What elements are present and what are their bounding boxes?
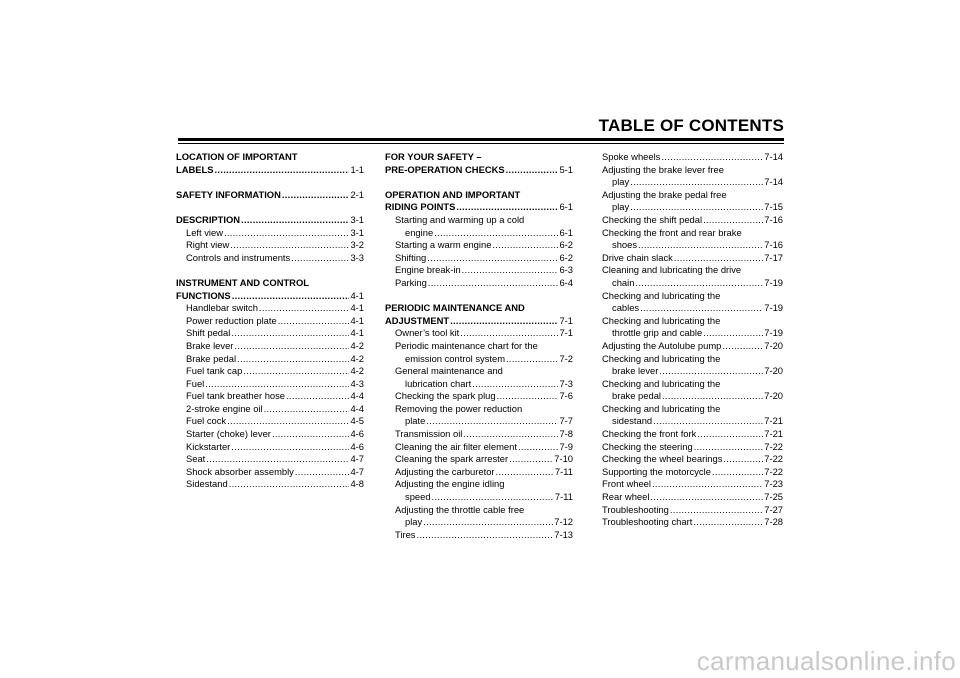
toc-page-number: 7-1 [559,314,573,326]
toc-page-number: 7-20 [764,365,783,377]
toc-entry[interactable] [602,390,783,403]
toc-entry-label: Front wheel [602,478,651,490]
toc-entry-label: Troubleshooting [602,503,669,515]
toc-entry[interactable] [176,478,364,491]
toc-entry-label: FUNCTIONS [176,289,231,301]
toc-entry-label: Adjusting the Autolube pump [602,339,722,351]
toc-entry-label: brake pedal [612,390,661,402]
toc-entry[interactable] [176,340,364,353]
toc-entry[interactable] [176,466,364,479]
toc-page-number: 1-1 [350,163,364,175]
toc-entry-text [602,315,783,328]
toc-entry-text [385,504,573,517]
toc-entry[interactable] [385,315,573,328]
toc-page-number: 7-22 [764,440,783,452]
toc-page-number: 4-1 [350,289,364,301]
toc-heading-text: PERIODIC MAINTENANCE AND [385,302,525,314]
toc-entry-text [602,378,783,391]
toc-heading [385,189,573,202]
toc-entry-label: Checking and lubricating the [602,402,721,414]
toc-page-number: 7-14 [764,176,783,188]
toc-entry-label: Shifting [395,251,427,263]
toc-entry-label: play [612,176,630,188]
toc-entry-label: Adjusting the brake lever free [602,163,724,175]
toc-entry-label: Cleaning and lubricating the drive [602,264,742,276]
toc-entry[interactable] [176,403,364,416]
toc-page-number: 4-4 [350,402,364,414]
toc-page-number: 4-5 [350,415,364,427]
toc-entry-label: Brake lever [186,339,234,351]
toc-entry-label: Seat [186,453,206,465]
toc-entry[interactable] [385,466,573,479]
toc-entry[interactable] [385,353,573,366]
toc-entry[interactable] [176,327,364,340]
toc-entry-label: SAFETY INFORMATION [176,188,281,200]
toc-entry[interactable] [385,201,573,214]
toc-page-number: 7-27 [764,503,783,515]
toc-entry[interactable] [602,302,783,315]
toc-entry[interactable] [385,453,573,466]
toc-entry-text [385,403,573,416]
toc-entry[interactable] [176,315,364,328]
toc-entry[interactable] [176,453,364,466]
toc-entry[interactable] [385,239,573,252]
toc-entry[interactable] [176,214,364,227]
toc-entry-label: Cleaning the spark arrester [395,453,509,465]
toc-entry-label: Checking and lubricating the [602,314,721,326]
toc-page-number: 7-11 [554,465,573,477]
toc-entry[interactable] [385,491,573,504]
toc-entry-label: emission control system [405,352,506,364]
toc-entry[interactable] [176,390,364,403]
toc-heading [385,302,573,315]
toc-page-number: 7-15 [764,201,783,213]
toc-page-number: 7-19 [764,302,783,314]
toc-entry-label: Starting a warm engine [395,239,492,251]
toc-entry-label: Adjusting the brake pedal free [602,188,727,200]
toc-entry-label: LABELS [176,163,214,175]
toc-entry[interactable] [602,214,783,227]
toc-heading-text: INSTRUMENT AND CONTROL [176,276,309,288]
toc-page-number: 6-2 [559,251,573,263]
toc-entry[interactable] [602,239,783,252]
toc-page-number: 4-8 [350,478,364,490]
toc-entry[interactable] [176,415,364,428]
toc-entry-label: Power reduction plate [186,314,277,326]
toc-entry[interactable] [176,189,364,202]
toc-entry[interactable] [602,277,783,290]
toc-entry-label: Drive chain slack [602,251,673,263]
toc-entry-label: Fuel cock [186,415,227,427]
toc-entry-label: play [405,516,423,528]
title-rule-thick [178,138,784,141]
toc-page-number: 4-1 [350,327,364,339]
toc-entry-text [602,353,783,366]
page-title: TABLE OF CONTENTS [598,116,784,135]
toc-entry-label: Controls and instruments [186,251,291,263]
toc-entry-label: Engine break-in [395,264,461,276]
toc-entry-label: PRE-OPERATION CHECKS [385,163,505,175]
toc-page-number: 6-3 [559,264,573,276]
toc-entry[interactable] [385,277,573,290]
toc-entry-text [602,264,783,277]
toc-entry-label: Checking the front fork [602,428,697,440]
toc-entry-label: 2-stroke engine oil [186,402,263,414]
toc-page-number: 6-2 [559,239,573,251]
toc-page-number: 5-1 [559,163,573,175]
toc-entry[interactable] [602,428,783,441]
toc-page-number: 6-4 [559,276,573,288]
toc-page-number: 4-7 [350,453,364,465]
toc-page-number: 4-6 [350,440,364,452]
toc-entry-label: Shift pedal [186,327,231,339]
toc-entry-label: RIDING POINTS [385,201,456,213]
watermark: carmanualsonline.info [696,646,956,676]
toc-entry-label: plate [405,415,426,427]
toc-page-number: 7-23 [764,478,783,490]
toc-entry-text [602,189,783,202]
toc-entry-label: Troubleshooting chart [602,516,693,528]
toc-entry[interactable] [602,504,783,517]
toc-page-number: 7-19 [764,327,783,339]
toc-entry-label: Parking [395,276,427,288]
toc-page-number: 7-9 [559,440,573,452]
toc-entry-label: Left view [186,226,223,238]
toc-page-number: 4-7 [350,465,364,477]
toc-page-number: 6-1 [559,226,573,238]
toc-entry-label: Periodic maintenance chart for the [395,339,538,351]
toc-heading-text: OPERATION AND IMPORTANT [385,188,521,200]
toc-page-number: 4-3 [350,377,364,389]
toc-entry[interactable] [602,340,783,353]
toc-page-number: 6-1 [559,201,573,213]
toc-entry[interactable] [602,327,783,340]
toc-page-number: 7-28 [764,516,783,528]
toc-entry-label: Adjusting the engine idling [395,478,505,490]
toc-page-number: 3-3 [350,251,364,263]
toc-page-number: 7-25 [764,491,783,503]
toc-entry[interactable] [176,441,364,454]
toc-page-number: 7-16 [764,213,783,225]
toc-entry-text [385,340,573,353]
toc-entry-label: Checking and lubricating the [602,377,721,389]
toc-entry-label: chain [612,276,635,288]
title-rule-thin [178,143,784,144]
toc-page-number: 7-2 [559,352,573,364]
toc-entry[interactable] [385,441,573,454]
toc-entry-label: Transmission oil [395,428,463,440]
toc-page-number: 7-20 [764,339,783,351]
toc-page-number: 3-2 [350,239,364,251]
toc-entry-label: Handlebar switch [186,302,258,314]
toc-page-number: 7-14 [764,151,783,162]
toc-page-number: 3-1 [350,226,364,238]
toc-entry-label: cables [612,302,640,314]
toc-page-number: 4-1 [350,314,364,326]
toc-entry[interactable] [385,264,573,277]
toc-entry-label: lubrication chart [405,377,472,389]
toc-page-number: 7-1 [559,327,573,339]
toc-page-number: 7-22 [764,453,783,465]
toc-heading-text: FOR YOUR SAFETY – [385,151,482,162]
toc-entry-label: speed [405,491,431,503]
toc-page-number: 7-21 [764,428,783,440]
toc-page-number: 7-20 [764,390,783,402]
toc-entry[interactable] [176,290,364,303]
toc-entry-text [385,214,573,227]
toc-column-2 [385,151,573,541]
toc-entry[interactable] [176,252,364,265]
toc-entry[interactable] [176,164,364,177]
toc-page-number: 4-2 [350,339,364,351]
toc-entry-label: Checking the spark plug [395,390,496,402]
toc-entry[interactable] [176,428,364,441]
toc-entry-label: Checking and lubricating the [602,352,721,364]
toc-page-number: 7-3 [559,377,573,389]
toc-entry-label: sidestand [612,415,653,427]
toc-page-number: 7-16 [764,239,783,251]
toc-page-number: 7-8 [559,428,573,440]
toc-entry[interactable] [385,252,573,265]
toc-page-number: 4-2 [350,365,364,377]
toc-entry[interactable] [385,390,573,403]
toc-heading [176,277,364,290]
toc-column-1 [176,151,364,491]
toc-entry-label: Tires [395,528,416,540]
toc-entry[interactable] [602,176,783,189]
toc-page-number: 7-11 [554,491,573,503]
toc-entry-label: throttle grip and cable [612,327,703,339]
toc-heading-text: LOCATION OF IMPORTANT [176,151,298,162]
toc-entry[interactable] [385,529,573,542]
toc-page-number: 7-21 [764,415,783,427]
toc-entry-label: Checking and lubricating the [602,289,721,301]
toc-entry-text [385,365,573,378]
toc-page-number: 7-22 [764,465,783,477]
toc-entry[interactable] [176,378,364,391]
toc-entry[interactable] [176,239,364,252]
toc-entry-label: Brake pedal [186,352,237,364]
toc-entry[interactable] [602,453,783,466]
toc-entry-text [602,403,783,416]
toc-entry[interactable] [385,164,573,177]
toc-page-number: 7-17 [764,251,783,263]
toc-page-number: 7-6 [559,390,573,402]
toc-page-number: 3-1 [350,213,364,225]
toc-entry[interactable] [176,353,364,366]
toc-entry-label: Fuel tank cap [186,365,243,377]
toc-entry-text [385,478,573,491]
toc-page-number: 4-2 [350,352,364,364]
toc-page-number: 7-13 [554,528,573,540]
toc-entry[interactable] [602,252,783,265]
toc-entry-text [602,227,783,240]
toc-entry-label: Checking the shift pedal [602,213,703,225]
toc-entry-label: Spoke wheels [602,151,661,162]
toc-entry-label: Right view [186,239,230,251]
toc-page-number: 7-7 [559,415,573,427]
toc-entry-label: Starting and warming up a cold [395,213,525,225]
toc-entry[interactable] [602,415,783,428]
toc-entry[interactable] [602,466,783,479]
toc-entry-label: Checking the wheel bearings [602,453,723,465]
toc-entry-label: ADJUSTMENT [385,314,450,326]
toc-entry-label: Fuel tank breather hose [186,390,286,402]
toc-column-3 [602,151,783,529]
toc-entry-label: Cleaning the air filter element [395,440,517,452]
toc-entry[interactable] [602,516,783,529]
toc-entry-label: Starter (choke) lever [186,428,271,440]
toc-entry-label: Kickstarter [186,440,231,452]
toc-entry-label: Fuel [186,377,205,389]
toc-entry-label: Adjusting the throttle cable free [395,503,525,515]
toc-entry[interactable] [385,428,573,441]
toc-entry-label: Checking the steering [602,440,693,452]
toc-entry-label: DESCRIPTION [176,213,241,225]
toc-entry-label: Supporting the motorcycle [602,465,711,477]
toc-entry-label: Rear wheel [602,491,650,503]
toc-heading [385,151,573,164]
toc-entry-label: play [612,201,630,213]
toc-page-number: 4-1 [350,302,364,314]
toc-entry-label: Adjusting the carburetor [395,465,495,477]
toc-entry-label: shoes [612,239,638,251]
toc-page-number: 4-4 [350,390,364,402]
toc-entry[interactable] [385,415,573,428]
toc-heading [176,151,364,164]
toc-entry[interactable] [385,227,573,240]
toc-page-number: 7-12 [554,516,573,528]
toc-entry[interactable] [385,516,573,529]
toc-entry[interactable] [176,302,364,315]
toc-entry[interactable] [602,478,783,491]
toc-entry-label: brake lever [612,365,659,377]
toc-page-number: 7-19 [764,276,783,288]
toc-entry-label: Sidestand [186,478,228,490]
toc-entry-label: engine [405,226,434,238]
toc-page-number: 7-10 [554,453,573,465]
toc-entry-text [602,164,783,177]
toc-entry[interactable] [602,365,783,378]
toc-entry-label: General maintenance and [395,365,503,377]
toc-entry[interactable] [602,441,783,454]
toc-entry[interactable] [602,151,783,164]
toc-page-number: 4-6 [350,428,364,440]
toc-entry[interactable] [602,491,783,504]
toc-entry-text [602,290,783,303]
toc-entry[interactable] [176,227,364,240]
toc-entry-label: Removing the power reduction [395,402,523,414]
toc-entry-label: Owner’s tool kit [395,327,460,339]
toc-entry[interactable] [385,327,573,340]
toc-page-number: 2-1 [350,188,364,200]
toc-entry[interactable] [602,201,783,214]
toc-entry[interactable] [176,365,364,378]
toc-entry-label: Shock absorber assembly [186,465,294,477]
toc-entry[interactable] [385,378,573,391]
toc-entry-label: Checking the front and rear brake [602,226,742,238]
